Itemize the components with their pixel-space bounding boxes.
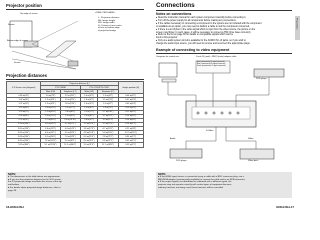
legend-line: SH: Image height	[98, 19, 115, 22]
right-page	[150, 0, 300, 212]
table-cell: 9.6 m(31'6")	[80, 143, 98, 147]
cable-line: Blue (connected to Pb signal connector)	[197, 64, 226, 65]
table-cell: 11.7 m(38'4")	[98, 143, 118, 147]
right-page-number: ENGLISH-17	[276, 205, 294, 209]
table-cell: 0.18 m(0'7")	[118, 122, 143, 126]
col-header-model-a: PT-LC56NU	[41, 86, 80, 90]
list-item: screen may flicker. In such cases, it will be necessary to connect a TBC (time base corrector).	[156, 31, 252, 34]
table-cell: 6.4 m(21'0")	[80, 135, 98, 139]
audio-label: Audio	[170, 138, 176, 140]
table-cell: 4.4 m(14'5")	[60, 127, 80, 131]
list-item: ● Turn off the power supply for all components before making any connections.	[156, 19, 237, 22]
col-header-height: Height position (H)	[118, 82, 143, 94]
table-cell: 2.5 m(8'2")	[80, 114, 98, 118]
computer-keyboard-shape	[162, 79, 176, 82]
table-cell: 5.08 m(200")	[7, 135, 41, 139]
table-cell: 1.3 m(4'3")	[98, 94, 118, 98]
table-cell: 6.35 m(250")	[7, 139, 41, 143]
note-heading: NOTE:	[8, 173, 17, 176]
diagram-legend	[98, 17, 144, 33]
legend-line: of lens to bottom edge	[98, 27, 120, 30]
table-cell: 1.2 m(3'11")	[41, 98, 60, 102]
dvd-player-label: DVD player	[256, 78, 267, 80]
table-cell: 1.78 m(70")	[7, 110, 41, 114]
note-line: ● If the HDMI signal source is connected using a cable with a BNC connector plug, use a	[158, 176, 244, 178]
table-cell: 1.0 m(3'3")	[80, 94, 98, 98]
table-cell: 5.5 m(18'0")	[60, 131, 80, 135]
table-cell: 0.11 m(0'4")	[118, 106, 143, 110]
list-item: ● If the cables necessary to connecting a component to the system are not included with the component	[156, 22, 262, 25]
table-cell: 2.7 m(8'10")	[98, 110, 118, 114]
table-cell: 9.1 m(29'10")	[41, 143, 60, 147]
col-header-tele: Telephoto (LT)	[60, 90, 80, 94]
dims-label: <DIMS. PER DIAGR>	[95, 12, 116, 14]
notes-list	[156, 17, 292, 46]
table-cell: 9.2 m(30'2")	[60, 139, 80, 143]
computer-label: Computer for control use	[156, 56, 179, 58]
note-heading: NOTE:	[158, 173, 167, 176]
col-header-tele: Telephoto (LT)	[98, 90, 118, 94]
table-cell: 0.53 m(1'9")	[118, 143, 143, 147]
cable-lines	[197, 62, 226, 68]
section-projection-distances: Projection distances	[6, 73, 47, 78]
note-line: and bottom.	[8, 184, 20, 187]
table-cell: 1.52 m(60")	[7, 106, 41, 110]
table-cell: 2.2 m(7'2")	[80, 110, 98, 114]
title-rule	[156, 10, 292, 11]
table-cell: 3.3 m(10'10")	[60, 118, 80, 122]
col-header-model-b: PT-LC76U/PT-LC56U	[80, 86, 118, 90]
list-item: or available as an option, you may need to fashion a cable to suit the component concerned.	[156, 25, 250, 28]
svideo-label: S-Video	[206, 130, 214, 132]
list-item: change the audio input source, you will need to remove and reconnect the appropriate plugs.	[156, 43, 251, 46]
table-cell: 1.8 m(5'10")	[41, 106, 60, 110]
section-rule	[6, 79, 144, 80]
table-cell: 1.2 m(3'11")	[60, 94, 80, 98]
table-cell: 2.9 m(9'6")	[60, 114, 80, 118]
table-cell: 6.1 m(20'0")	[41, 135, 60, 139]
right-note-box	[156, 172, 292, 198]
example-heading: Example of connecting to video equipment	[156, 48, 230, 52]
dvd-player-bottom-shape	[170, 149, 202, 158]
table-cell: 2.6 m(8'6")	[60, 110, 80, 114]
table-cell: 3.5 m(11'5")	[98, 118, 118, 122]
table-cell: 0.45 m(1'5")	[118, 139, 143, 143]
col-header-proj: Projection distance (L)	[41, 82, 118, 86]
screen-label: Screen	[8, 24, 15, 26]
table-cell: 1.0 m(3'3")	[41, 94, 60, 98]
cable-label: D-sub 15 (male) - BNC5 (male) adapter cable	[196, 56, 237, 58]
side-tab-label: Preparation	[295, 18, 298, 30]
table-cell: 3.8 m(12'5")	[80, 127, 98, 131]
list-item: input to this projector.	[156, 37, 178, 40]
list-item: ● Read the instruction manual for each system component carefully before connecting it.	[156, 17, 246, 19]
table-cell: 2.1 m(6'10")	[41, 110, 60, 114]
left-page-number: 16-ENGLISH	[6, 205, 24, 209]
table-cell: 2.8 m(9'2")	[80, 118, 98, 122]
computer-monitor-shape	[159, 63, 177, 77]
table-cell: 2.03 m(80")	[7, 114, 41, 118]
cable-line: Red (connected to Pr signal connector)	[197, 62, 225, 63]
table-cell: 4.7 m(15'5")	[98, 127, 118, 131]
side-tab	[295, 16, 300, 40]
list-item: ● If there is a lot of jitter in the video signal which is input from the video source, the picture on the	[156, 28, 256, 31]
table-cell: 3.1 m(10'2")	[98, 114, 118, 118]
screen-side-label: Screen	[14, 62, 21, 64]
video-label: Video	[248, 138, 254, 140]
table-cell: 4.8 m(15'8")	[80, 131, 98, 135]
note-line: ● If the output signals are distributed or combined with a different signal, the	[158, 181, 232, 184]
legend-line: SW: Image width	[98, 22, 115, 25]
screen-perspective-shape	[46, 41, 76, 57]
table-cell: 0.09 m(0'4")	[118, 102, 143, 106]
table-cell: 3.0 m(9'10")	[41, 122, 60, 126]
note-line: BNC/RCA adapter (commercially available) to convert the cable end to an RCA connector.	[158, 178, 246, 181]
table-cell: 0.14 m(0'6")	[118, 114, 143, 118]
table-cell: 0.84 m(33")	[7, 94, 41, 98]
table-cell: 7.4 m(24'3")	[60, 135, 80, 139]
section-projector-position: Projector position	[6, 3, 42, 8]
note-line: ● For details about projected image distances, refer to	[8, 186, 61, 189]
table-cell: 9.8 m(32'1")	[98, 139, 118, 143]
table-cell: 1.5 m(4'11")	[41, 102, 60, 106]
table-cell: 8.0 m(26'2")	[80, 139, 98, 143]
table-cell: 3.2 m(10'6")	[80, 122, 98, 126]
video-deck-label: Video deck	[248, 160, 259, 162]
table-cell: 2.3 m(7'6")	[98, 106, 118, 110]
table-cell: 11.1 m(36'4")	[60, 143, 80, 147]
cable-line: Green (connected to Y signal connector)	[197, 66, 226, 67]
left-note-box	[6, 172, 144, 198]
table-cell: 3.7 m(12'1")	[60, 122, 80, 126]
legend-line: L : Projection distance	[98, 17, 120, 19]
col-header-wide: Wide (LW)	[80, 90, 98, 94]
table-cell: 1.9 m(6'2")	[98, 102, 118, 106]
top-edge-label: Top edge of screen	[20, 13, 38, 15]
table-cell: 3.81 m(150")	[7, 131, 41, 135]
list-item: ● Refer to the list on page 38 for details on compatible signals which can be	[156, 34, 233, 37]
table-cell: 3.05 m(120")	[7, 127, 41, 131]
projector-side-shape	[68, 61, 78, 66]
table-cell: 1.3 m(4'3")	[80, 98, 98, 102]
table-cell: 2.7 m(8'10")	[41, 118, 60, 122]
table-cell: 2.29 m(90")	[7, 118, 41, 122]
section-rule	[6, 9, 144, 10]
table-cell: 7.6 m(24'11")	[41, 139, 60, 143]
bottom-edge-label: Bottom edge of screen	[7, 40, 28, 42]
table-cell: 1.27 m(50")	[7, 102, 41, 106]
table-cell: 0.21 m(0'8")	[118, 127, 143, 131]
legend-line: H : Distance from center	[98, 24, 122, 27]
table-cell: 1.8 m(5'10")	[60, 102, 80, 106]
connection-diagram	[156, 55, 292, 165]
table-cell: 3.9 m(12'9")	[98, 122, 118, 126]
table-cell: 2.54 m(100")	[7, 122, 41, 126]
dvd-player-shape	[254, 69, 284, 77]
table-cell: 0.12 m(0'5")	[118, 110, 143, 114]
table-cell: 2.2 m(7'2")	[60, 106, 80, 110]
table-cell: 1.9 m(6'2")	[80, 106, 98, 110]
table-cell: 1.5 m(4'11")	[98, 98, 118, 102]
table-cell: 0.27 m(0'10")	[118, 131, 143, 135]
note-line: projector may not operate correctly with certain types of equipment because	[158, 184, 232, 187]
col-header-wide: Wide (LW)	[41, 90, 60, 94]
table-cell: 5.8 m(19'0")	[98, 131, 118, 135]
table-cell: 1.5 m(4'11")	[60, 98, 80, 102]
left-page	[0, 0, 150, 212]
table-cell: 0.36 m(1'2")	[118, 135, 143, 139]
col-header-size: 4:3 Screen size (diagonal)	[7, 82, 41, 94]
table-cell: 0.16 m(0'6")	[118, 118, 143, 122]
table-cell: 4.6 m(15'1")	[41, 131, 60, 135]
table-cell: 7.62 m(300")	[7, 143, 41, 147]
projection-distance-table	[6, 81, 144, 148]
table-cell: 7.8 m(25'7")	[98, 135, 118, 139]
list-item: ● Only one audio system circuit is available for the AUDIO IN L-R jacks, so if you wish to	[156, 40, 246, 43]
section-rule	[156, 53, 292, 54]
table-cell: 0.07 m(0'3")	[118, 98, 143, 102]
table-cell: 1.6 m(5'3")	[80, 102, 98, 106]
dvd-player-bottom-label: DVD player	[176, 160, 187, 162]
note-line: ● If you use the projection distance for the 16:9 screen,	[8, 178, 62, 181]
note-line: the 4:3 projection image overflows the screen at the top	[8, 181, 62, 184]
notes-heading: Notes on connections	[156, 12, 192, 16]
note-line: ordinary functions are being used, these functions will be cancelled.	[158, 186, 224, 189]
table-cell: 1.02 m(40")	[7, 98, 41, 102]
video-deck-shape	[240, 149, 274, 159]
table-cell: 0.06 m(0'2")	[118, 94, 143, 98]
table-cell: 2.4 m(7'10")	[41, 114, 60, 118]
note-line: page 38.	[8, 189, 17, 192]
table-row	[7, 143, 144, 147]
legend-line: of projected image	[98, 29, 116, 32]
page-title: Connections	[156, 2, 195, 9]
note-line: ● The dimensions in the table above are approximate.	[8, 176, 61, 178]
table-cell: 3.6 m(11'9")	[41, 127, 60, 131]
